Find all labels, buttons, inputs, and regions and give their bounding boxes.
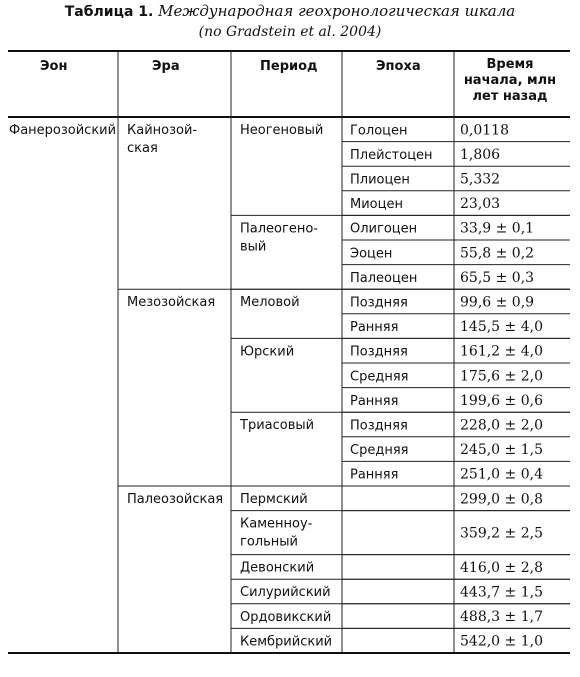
epoch-name: Средняя (350, 443, 409, 459)
era-name: ская (127, 141, 158, 156)
era-name: Мезозойская (127, 295, 216, 311)
start-time-value: 542,0 ± 1,0 (460, 633, 543, 650)
epoch-name: Ранняя (350, 467, 399, 483)
start-time-value: 228,0 ± 2,0 (460, 417, 543, 434)
epoch-name: Поздняя (350, 295, 408, 311)
header-time: начала, млн (463, 73, 557, 88)
epoch-name: Плейстоцен (350, 147, 433, 163)
period-name: Девонский (240, 560, 315, 576)
epoch-name: Голоцен (350, 123, 408, 139)
period-name: Палеогено- (240, 221, 318, 237)
epoch-name: Миоцен (350, 197, 403, 213)
table-title: Международная геохронологическая шкала (158, 2, 516, 20)
eon-name: Фанерозойский (9, 123, 117, 138)
start-time-value: 1,806 (460, 146, 501, 163)
start-time-value: 23,03 (460, 196, 501, 213)
period-name: Юрский (240, 344, 295, 360)
epoch-name: Эоцен (350, 246, 393, 262)
start-time-value: 245,0 ± 1,5 (460, 442, 543, 459)
epoch-name: Ранняя (350, 393, 399, 409)
start-time-value: 488,3 ± 1,7 (460, 609, 543, 626)
start-time-value: 443,7 ± 1,5 (460, 584, 543, 601)
start-time-value: 416,0 ± 2,8 (460, 559, 543, 576)
start-time-value: 0,0118 (460, 122, 509, 139)
start-time-value: 5,332 (460, 171, 501, 188)
epoch-name: Поздняя (350, 344, 408, 360)
header-time: Время (486, 57, 534, 72)
header-epoch: Эпоха (376, 59, 421, 74)
era-name: Кайнозой- (127, 123, 198, 138)
start-time-value: 55,8 ± 0,2 (460, 245, 535, 262)
table-source: (по Gradstein et al. 2004) (198, 24, 382, 40)
epoch-name: Плиоцен (350, 172, 410, 188)
start-time-value: 299,0 ± 0,8 (460, 491, 543, 508)
period-name: вый (240, 239, 267, 255)
start-time-value: 359,2 ± 2,5 (460, 525, 543, 542)
period-name: гольный (240, 534, 298, 550)
header-time: лет назад (472, 89, 548, 104)
header-era: Эра (152, 59, 180, 74)
epoch-name: Ранняя (350, 320, 399, 336)
header-eon: Эон (40, 59, 68, 74)
start-time-value: 33,9 ± 0,1 (460, 220, 535, 237)
period-name: Неогеновый (240, 123, 324, 138)
start-time-value: 175,6 ± 2,0 (460, 368, 543, 385)
epoch-name: Средняя (350, 369, 409, 385)
period-name: Кембрийский (240, 634, 333, 650)
start-time-value: 145,5 ± 4,0 (460, 319, 543, 336)
start-time-value: 161,2 ± 4,0 (460, 343, 543, 360)
period-name: Каменноу- (240, 516, 313, 532)
epoch-name: Поздняя (350, 418, 408, 434)
period-name: Триасовый (240, 418, 315, 434)
period-name: Пермский (240, 492, 308, 507)
start-time-value: 99,6 ± 0,9 (460, 294, 535, 311)
epoch-name: Палеоцен (350, 270, 418, 286)
start-time-value: 65,5 ± 0,3 (460, 269, 535, 286)
epoch-name: Олигоцен (350, 221, 418, 237)
table-cells (9, 57, 556, 650)
start-time-value: 199,6 ± 0,6 (460, 392, 543, 409)
start-time-value: 251,0 ± 0,4 (460, 466, 543, 483)
era-name: Палеозойская (127, 492, 224, 507)
period-name: Силурийский (240, 585, 331, 601)
table-label: Таблица 1. (64, 4, 154, 20)
period-name: Меловой (240, 295, 300, 311)
header-period: Период (260, 59, 318, 74)
period-name: Ордовикский (240, 609, 332, 625)
